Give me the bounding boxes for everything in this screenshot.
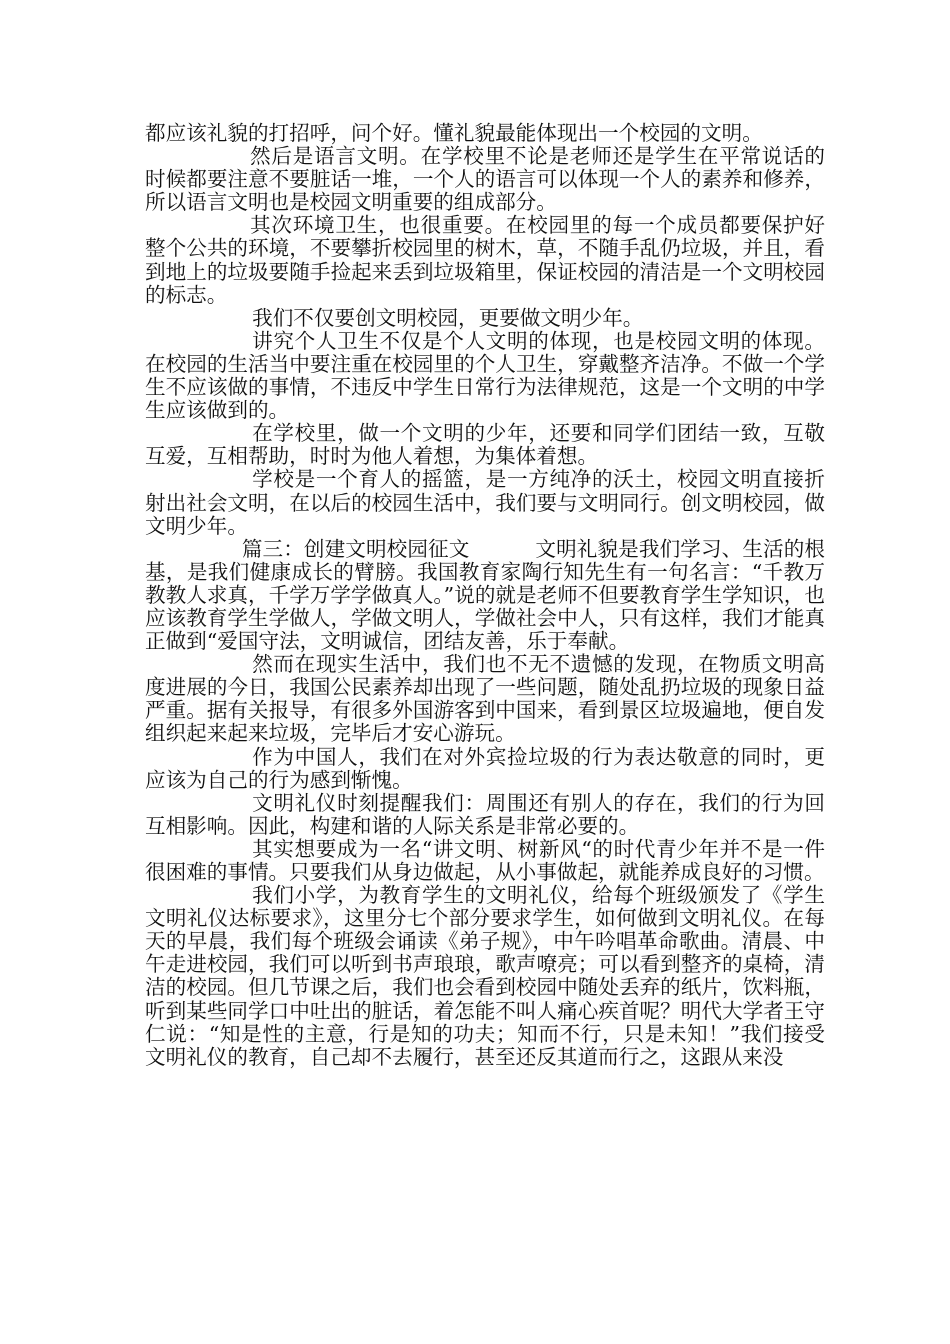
paragraph-as-chinese: 作为中国人，我们在对外宾捡垃圾的行为表达敬意的同时，更应该为自己的行为感到惭愧。 [145,744,825,792]
paragraph-environment: 其次环境卫生，也很重要。在校园里的每一个成员都要保护好整个公共的环境，不要攀折校园里的树木，草，不随手乱仍垃圾，并且，看到地上的垃圾要随手捡起来丢到垃圾箱里，保证校园的清洁是一个文明校园的标志。 [145,213,825,307]
paragraph-new-youth: 其实想要成为一名“讲文明、树新风“的时代青少年并不是一件很困难的事情。只要我们从身边做起，从小事做起，就能养成良好的习惯。 [145,836,825,884]
paragraph-school-cradle: 学校是一个育人的摇篮，是一方纯净的沃土，校园文明直接折射出社会文明，在以后的校园生活中，我们要与文明同行。创文明校园，做文明少年。 [145,467,825,538]
section-three-paragraph [145,538,825,653]
paragraph-etiquette-reminder: 文明礼仪时刻提醒我们：周围还有别人的存在，我们的行为回互相影响。因此，构建和谐的人际关系是非常必要的。 [145,790,825,838]
section-first-paragraph: 文明礼貌是我们学习、生活的根基，是我们健康成长的臂膀。我国教育家陶行知先生有一句名言：“千教万教教人求真，千学万学学做真人。”说的就是老师不但要教育学生学知识，也应该教育学生学做人，学做文明人，学做社会中人，只有这样，我们才能真正做到“爱国守法，文明诚信，团结友善，乐于奉献。 [145,536,826,654]
paragraph-personal-hygiene: 讲究个人卫生不仅是个人文明的体现，也是校园文明的体现。在校园的生活当中要注重在校园里的个人卫生，穿戴整齐洁净。不做一个学生不应该做的事情，不违反中学生日常行为法律规范，这是一个文明的中学生应该做到的。 [145,328,825,423]
section-heading: 篇三：创建文明校园征文 [241,536,470,561]
paragraph-unity: 在学校里，做一个文明的少年，还要和同学们团结一致，互敬互爱，互相帮助，时时为他人着想，为集体着想。 [145,421,825,469]
paragraph-civil-youth: 我们不仅要创文明校园，更要做文明少年。 [252,305,644,330]
paragraph-greeting: 都应该礼貌的打招呼，问个好。懂礼貌最能体现出一个校园的文明。 [145,121,763,145]
paragraph-reality: 然而在现实生活中，我们也不无不遗憾的发现，在物质文明高度进展的今日，我国公民素养却出现了一些问题，随处乱扔垃圾的现象日益严重。据有关报导，有很多外国游客到中国来，看到景区垃圾遍地，便自发组织起来起来垃圾，完毕后才安心游玩。 [145,652,825,746]
paragraph-language-civility: 然后是语言文明。在学校里不论是老师还是学生在平常说话的时候都要注意不要脏话一堆，一个人的语言可以体现一个人的素养和修养，所以语言文明也是校园文明重要的组成部分。 [145,144,825,215]
essay-body [145,122,825,1069]
paragraph-our-school: 我们小学，为教育学生的文明礼仪，给每个班级颁发了《学生文明礼仪达标要求》，这里分七个部分要求学生，如何做到文明礼仪。在每天的早晨，我们每个班级会诵读《弟子规》，中午吟唱革命歌曲。清晨、中午走进校园，我们可以听到书声琅琅，歌声嘹亮；可以看到整齐的桌椅，清洁的校园。但几节课之后，我们也会看到校园中随处丢弃的纸片，饮料瓶，听到某些同学口中吐出的脏话，着怎能不叫人痛心疾首呢？明代大学者王守仁说：“知是性的主意，行是知的功夫；知而不行，只是未知！”我们接受文明礼仪的教育，自己却不去履行，甚至还反其道而行之，这跟从来没 [145,883,825,1069]
